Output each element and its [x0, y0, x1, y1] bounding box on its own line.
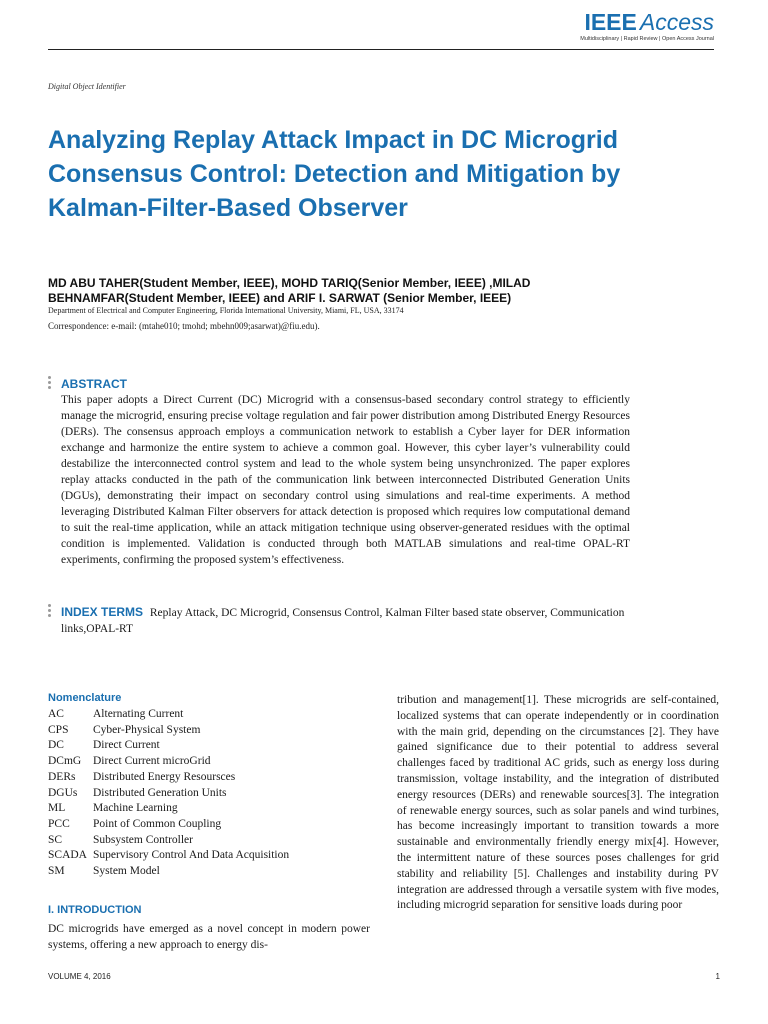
footer-volume: VOLUME 4, 2016 [48, 972, 111, 981]
nomenclature-abbr: SM [48, 865, 65, 878]
nomenclature-definition: Distributed Energy Resoursces [93, 770, 236, 783]
nomenclature-abbr: SC [48, 833, 63, 846]
nomenclature-definition: Machine Learning [93, 802, 178, 815]
abstract-heading: ABSTRACT [61, 377, 127, 391]
nomenclature-abbr: DCmG [48, 755, 82, 768]
nomenclature-abbr: ML [48, 802, 66, 815]
nomenclature-row [48, 707, 368, 723]
nomenclature-abbr: DC [48, 739, 64, 752]
nomenclature-list [48, 707, 368, 880]
nomenclature-abbr: DERs [48, 770, 76, 783]
nomenclature-abbr: AC [48, 708, 64, 720]
nomenclature-definition: Subsystem Controller [93, 833, 193, 846]
nomenclature-row [48, 833, 368, 849]
index-terms-text: Replay Attack, DC Microgrid, Consensus Control, Kalman Filter based state observer, Communication links,OPAL-RT [61, 607, 625, 635]
nomenclature-definition: Cyber-Physical System [93, 723, 201, 736]
nomenclature-row [48, 754, 368, 770]
paper-title: Analyzing Replay Attack Impact in DC Microgrid Consensus Control: Detection and Mitigation by Kalman-Filter-Based Observer [48, 126, 621, 222]
nomenclature-abbr: CPS [48, 723, 69, 736]
nomenclature-definition: Direct Current [93, 739, 160, 752]
nomenclature-definition: System Model [93, 865, 160, 878]
nomenclature-row [48, 786, 368, 802]
introduction-text-right: tribution and management[1]. These microgrids are self-contained, localized systems that can operate independently or in coordination with the main grid, depending on the circumstances [2]. They have gained significance due to their potential to address several challenges faced by traditional AC grids, such as energy loss during transmission, voltage instability, and the integration of distributed energy resources (DERs) and renewable sources[3]. The integration of renewable energy sources, such as solar panels and wind turbines, has become increasingly important to transition towards a more sustainable and environmentally friendly energy mix[4]. However, the intermittent nature of these sources poses challenges for grid stability and reliability [5]. Challenges and instability during PV integration are addressed through a versatile system with five modes, including microgrid separation for sensitive loads during poor [397, 694, 719, 912]
doi-label: Digital Object Identifier [48, 82, 126, 91]
nomenclature-row [48, 738, 368, 754]
index-terms [61, 604, 630, 637]
nomenclature-abbr: SCADA [48, 849, 87, 862]
nomenclature-definition: Point of Common Coupling [93, 817, 222, 830]
header-rule [48, 49, 714, 50]
nomenclature-row [48, 801, 368, 817]
introduction-text-left: DC microgrids have emerged as a novel concept in modern power systems, offering a new approach to energy dis- [48, 923, 370, 951]
footer-page-number: 1 [715, 972, 720, 981]
nomenclature-row [48, 848, 368, 864]
index-terms-dots-icon [48, 604, 51, 619]
author-list: MD ABU TAHER(Student Member, IEEE), MOHD TARIQ(Senior Member, IEEE) ,MILAD BEHNAMFAR(Student Member, IEEE) and ARIF I. SARWAT (Senior Member, IEEE) [48, 276, 531, 305]
nomenclature-row [48, 864, 368, 880]
correspondence: Correspondence: e-mail: (mtahe010; tmohd; mbehn009;asarwat)@fiu.edu). [48, 321, 320, 331]
index-terms-heading: INDEX TERMS [61, 605, 144, 619]
nomenclature-abbr: DGUs [48, 786, 78, 799]
nomenclature-definition: Alternating Current [93, 708, 184, 720]
nomenclature-row [48, 723, 368, 739]
nomenclature-heading: Nomenclature [48, 692, 122, 704]
journal-logo [580, 10, 714, 42]
nomenclature-definition: Supervisory Control And Data Acquisition [93, 849, 290, 862]
logo-tagline: Multidisciplinary | Rapid Review | Open Access Journal [580, 36, 714, 42]
abstract-dots-icon [48, 376, 51, 391]
abstract-text: This paper adopts a Direct Current (DC) Microgrid with a consensus-based secondary control strategy to efficiently manage the microgrid, ensuring precise voltage regulation and fair power distribution among Distributed Energy Resources (DERs). The consensus approach employs a communication network to establish a Cyber layer for DER information exchange and harmonize the entire system to achieve a common goal. However, this cyber layer’s vulnerability could destabilize the interconnected control system and lead to the whole system being unsynchronized. The paper explores replay attacks conducted in the path of the communication link between interconnected Distributed Generation Units (DGUs), demonstrating their impact on secondary control using simulations and real-time experiments. A method leveraging Distributed Kalman Filter observers for attack detection is proposed which requires low computational demand to suit the real-time application, while an attack mitigation technique using observer-generated residues with the optimal condition is implemented. Validation is conducted through both MATLAB simulations and real-time OPAL-RT experiments, confirming the proposed system’s effectiveness. [61, 394, 630, 566]
nomenclature-row [48, 770, 368, 786]
nomenclature-row [48, 817, 368, 833]
affiliation: Department of Electrical and Computer Engineering, Florida International University, Miami, FL, USA, 33174 [48, 306, 404, 315]
introduction-heading: I. INTRODUCTION [48, 904, 142, 916]
logo-access: Access [639, 9, 714, 35]
nomenclature-definition: Distributed Generation Units [93, 786, 227, 799]
nomenclature-abbr: PCC [48, 817, 70, 830]
nomenclature-definition: Direct Current microGrid [93, 755, 211, 768]
logo-ieee: IEEE [584, 9, 637, 35]
